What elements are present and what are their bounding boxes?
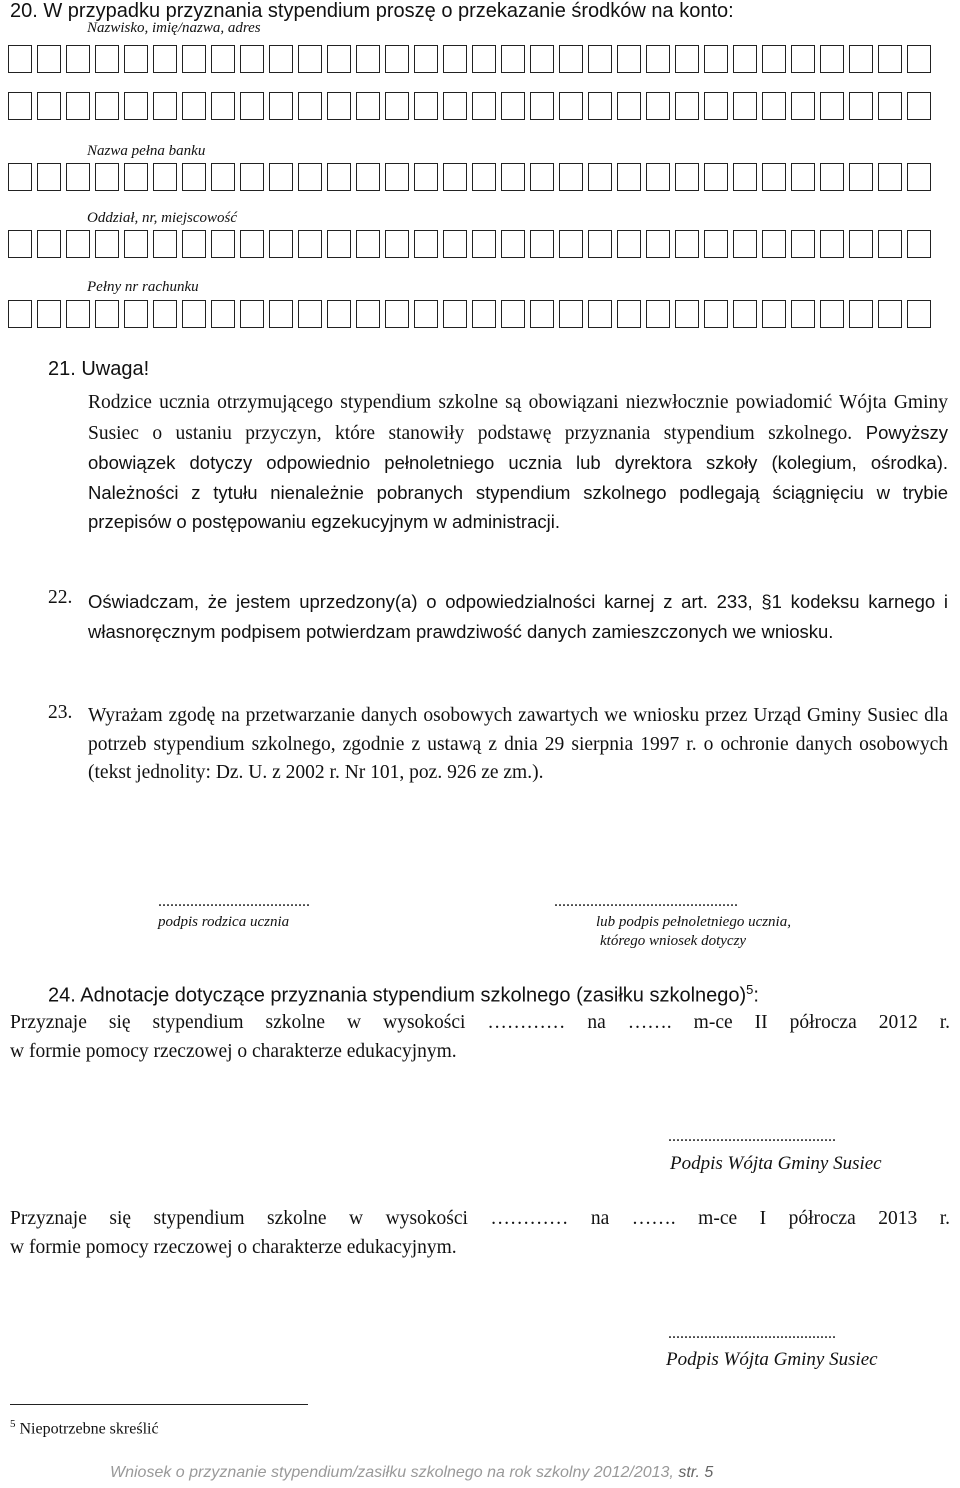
char-box[interactable] bbox=[588, 92, 612, 120]
char-box[interactable] bbox=[356, 163, 380, 191]
char-box[interactable] bbox=[66, 45, 90, 73]
section-21-part-2: Powyższy obowiązek dotyczy odpowiednio pełnoletniego ucznia lub dyrektora szkoły (kolegium, ośrodka). bbox=[88, 421, 948, 473]
footnote-reference: 5 bbox=[746, 982, 754, 997]
char-box[interactable] bbox=[878, 45, 902, 73]
char-box[interactable] bbox=[124, 163, 148, 191]
char-box[interactable] bbox=[530, 163, 554, 191]
char-box[interactable] bbox=[559, 163, 583, 191]
char-box[interactable] bbox=[820, 45, 844, 73]
char-box[interactable] bbox=[240, 230, 264, 258]
char-box[interactable] bbox=[820, 230, 844, 258]
char-box[interactable] bbox=[588, 230, 612, 258]
char-box[interactable] bbox=[733, 92, 757, 120]
char-box[interactable] bbox=[269, 45, 293, 73]
char-box[interactable] bbox=[8, 45, 32, 73]
char-box[interactable] bbox=[414, 230, 438, 258]
section-22-text: Oświadczam, że jestem uprzedzony(a) o odpowiedzialności karnej z art. 233, §1 kodeksu karnego i własnoręcznym podpisem potwierdzam prawdziwość danych zamieszczonych we wniosku. bbox=[88, 591, 948, 642]
grant-line-1: Przyznaje się stypendium szkolne w wysokości ………… na ……. m-ce II półrocza 2012 r. bbox=[10, 1012, 950, 1033]
char-box[interactable] bbox=[646, 45, 670, 73]
mayor-signature-label-2: Podpis Wójta Gminy Susiec bbox=[666, 1349, 878, 1370]
char-box[interactable] bbox=[8, 92, 32, 120]
section-22-number: 22. bbox=[48, 587, 73, 608]
name-boxes-row-2[interactable] bbox=[8, 92, 936, 122]
char-box[interactable] bbox=[646, 230, 670, 258]
char-box[interactable] bbox=[791, 92, 815, 120]
char-box[interactable] bbox=[907, 45, 931, 73]
char-box[interactable] bbox=[124, 230, 148, 258]
char-box[interactable] bbox=[385, 163, 409, 191]
char-box[interactable] bbox=[356, 45, 380, 73]
page-footer bbox=[110, 1464, 713, 1482]
char-box[interactable] bbox=[327, 300, 351, 328]
char-box[interactable] bbox=[617, 163, 641, 191]
char-box[interactable] bbox=[211, 300, 235, 328]
char-box[interactable] bbox=[559, 300, 583, 328]
char-box[interactable] bbox=[675, 300, 699, 328]
char-box[interactable] bbox=[182, 300, 206, 328]
char-box[interactable] bbox=[240, 92, 264, 120]
char-box[interactable] bbox=[733, 163, 757, 191]
char-box[interactable] bbox=[501, 92, 525, 120]
char-box[interactable] bbox=[298, 92, 322, 120]
footnote-text: Niepotrzebne skreślić bbox=[15, 1420, 159, 1438]
char-box[interactable] bbox=[646, 92, 670, 120]
char-box[interactable] bbox=[820, 92, 844, 120]
char-box[interactable] bbox=[675, 92, 699, 120]
char-box[interactable] bbox=[559, 230, 583, 258]
name-boxes-row-1[interactable] bbox=[8, 45, 936, 75]
char-box[interactable] bbox=[733, 300, 757, 328]
char-box[interactable] bbox=[762, 45, 786, 73]
account-boxes-row[interactable] bbox=[8, 300, 936, 330]
mayor-signature-dots-1: .......................................... bbox=[668, 1128, 836, 1145]
char-box[interactable] bbox=[588, 163, 612, 191]
char-box[interactable] bbox=[501, 163, 525, 191]
char-box[interactable] bbox=[617, 45, 641, 73]
char-box[interactable] bbox=[472, 45, 496, 73]
char-box[interactable] bbox=[472, 300, 496, 328]
footer-text: Wniosek o przyznanie stypendium/zasiłku szkolnego na rok szkolny 2012/2013, bbox=[110, 1464, 679, 1481]
char-box[interactable] bbox=[327, 230, 351, 258]
char-box[interactable] bbox=[298, 300, 322, 328]
char-box[interactable] bbox=[849, 45, 873, 73]
signature-dots-right: .............................................. bbox=[554, 893, 738, 910]
char-box[interactable] bbox=[443, 92, 467, 120]
char-box[interactable] bbox=[414, 92, 438, 120]
char-box[interactable] bbox=[820, 163, 844, 191]
char-box[interactable] bbox=[327, 163, 351, 191]
char-box[interactable] bbox=[501, 300, 525, 328]
char-box[interactable] bbox=[878, 92, 902, 120]
section-24-heading-text: 24. Adnotacje dotyczące przyznania stypendium szkolnego (zasiłku szkolnego) bbox=[48, 984, 747, 1007]
section-23-text: Wyrażam zgodę na przetwarzanie danych osobowych zawartych we wniosku przez Urząd Gminy Susiec dla potrzeb stypendium szkolnego, zgodnie z ustawą z dnia 29 sierpnia 1997 r. o ochronie danych osobowych (tekst jednolity: Dz. U. z 2002 r. Nr 101, poz. 926 ze zm.). bbox=[88, 705, 948, 783]
char-box[interactable] bbox=[66, 163, 90, 191]
char-box[interactable] bbox=[530, 230, 554, 258]
char-box[interactable] bbox=[240, 163, 264, 191]
char-box[interactable] bbox=[559, 45, 583, 73]
section-20-heading: 20. W przypadku przyznania stypendium proszę o przekazanie środków na konto: bbox=[10, 0, 734, 22]
char-box[interactable] bbox=[704, 92, 728, 120]
char-box[interactable] bbox=[530, 45, 554, 73]
char-box[interactable] bbox=[762, 92, 786, 120]
char-box[interactable] bbox=[8, 163, 32, 191]
char-box[interactable] bbox=[153, 163, 177, 191]
char-box[interactable] bbox=[211, 45, 235, 73]
char-box[interactable] bbox=[269, 300, 293, 328]
char-box[interactable] bbox=[849, 230, 873, 258]
char-box[interactable] bbox=[675, 163, 699, 191]
char-box[interactable] bbox=[849, 92, 873, 120]
char-box[interactable] bbox=[66, 230, 90, 258]
char-box[interactable] bbox=[791, 230, 815, 258]
char-box[interactable] bbox=[298, 230, 322, 258]
char-box[interactable] bbox=[675, 45, 699, 73]
section-21-part-3: Należności z tytułu nienależnie pobranych stypendium szkolnego podlegają ściągnięciu w trybie przepisów o postępowaniu egzekucyjnym w administracji. bbox=[88, 481, 948, 532]
char-box[interactable] bbox=[8, 230, 32, 258]
char-box[interactable] bbox=[414, 163, 438, 191]
section-21-heading: 21. Uwaga! bbox=[48, 358, 150, 380]
char-box[interactable] bbox=[472, 163, 496, 191]
char-box[interactable] bbox=[95, 92, 119, 120]
char-box[interactable] bbox=[820, 300, 844, 328]
char-box[interactable] bbox=[240, 45, 264, 73]
char-box[interactable] bbox=[907, 163, 931, 191]
char-box[interactable] bbox=[414, 300, 438, 328]
char-box[interactable] bbox=[588, 45, 612, 73]
section-21-text bbox=[88, 387, 948, 537]
footnote-divider bbox=[10, 1404, 308, 1405]
field-label-branch: Oddział, nr, miejscowość bbox=[87, 210, 237, 226]
char-box[interactable] bbox=[733, 45, 757, 73]
section-23-number: 23. bbox=[48, 702, 73, 723]
grant-line-4: w formie pomocy rzeczowej o charakterze edukacyjnym. bbox=[10, 1237, 457, 1258]
char-box[interactable] bbox=[356, 230, 380, 258]
char-box[interactable] bbox=[153, 300, 177, 328]
char-box[interactable] bbox=[95, 163, 119, 191]
char-box[interactable] bbox=[240, 300, 264, 328]
char-box[interactable] bbox=[530, 300, 554, 328]
char-box[interactable] bbox=[211, 163, 235, 191]
signature-dots-left: ...................................... bbox=[158, 893, 310, 910]
char-box[interactable] bbox=[269, 163, 293, 191]
section-24-heading-colon: : bbox=[753, 984, 759, 1007]
char-box[interactable] bbox=[443, 163, 467, 191]
char-box[interactable] bbox=[153, 92, 177, 120]
char-box[interactable] bbox=[124, 300, 148, 328]
mayor-signature-dots-2: .......................................... bbox=[668, 1325, 836, 1342]
char-box[interactable] bbox=[443, 45, 467, 73]
char-box[interactable] bbox=[472, 92, 496, 120]
char-box[interactable] bbox=[878, 163, 902, 191]
char-box[interactable] bbox=[182, 45, 206, 73]
char-box[interactable] bbox=[559, 92, 583, 120]
char-box[interactable] bbox=[762, 300, 786, 328]
field-label-account: Pełny nr rachunku bbox=[87, 279, 199, 295]
char-box[interactable] bbox=[37, 230, 61, 258]
char-box[interactable] bbox=[95, 45, 119, 73]
char-box[interactable] bbox=[37, 300, 61, 328]
grant-line-3: Przyznaje się stypendium szkolne w wysokości ………… na ……. m-ce I półrocza 2013 r. bbox=[10, 1208, 950, 1229]
char-box[interactable] bbox=[327, 45, 351, 73]
char-box[interactable] bbox=[385, 45, 409, 73]
char-box[interactable] bbox=[762, 163, 786, 191]
footnote bbox=[10, 1418, 159, 1438]
char-box[interactable] bbox=[385, 230, 409, 258]
char-box[interactable] bbox=[327, 92, 351, 120]
section-21-part-1: Rodzice ucznia otrzymującego stypendium szkolne są obowiązani niezwłocznie powiadomić Wójta Gminy Susiec o ustaniu przyczyn, które stanowiły podstawę przyznania stypendium szkolnego. bbox=[88, 392, 948, 444]
char-box[interactable] bbox=[37, 92, 61, 120]
char-box[interactable] bbox=[153, 45, 177, 73]
char-box[interactable] bbox=[269, 230, 293, 258]
char-box[interactable] bbox=[588, 300, 612, 328]
char-box[interactable] bbox=[182, 230, 206, 258]
char-box[interactable] bbox=[472, 230, 496, 258]
char-box[interactable] bbox=[66, 92, 90, 120]
branch-boxes-row[interactable] bbox=[8, 230, 936, 260]
char-box[interactable] bbox=[617, 300, 641, 328]
mayor-signature-label-1: Podpis Wójta Gminy Susiec bbox=[670, 1153, 882, 1174]
signature-label-student-2: którego wniosek dotyczy bbox=[600, 933, 747, 949]
char-box[interactable] bbox=[849, 163, 873, 191]
char-box[interactable] bbox=[443, 300, 467, 328]
char-box[interactable] bbox=[153, 230, 177, 258]
char-box[interactable] bbox=[182, 163, 206, 191]
char-box[interactable] bbox=[791, 300, 815, 328]
char-box[interactable] bbox=[704, 163, 728, 191]
char-box[interactable] bbox=[95, 230, 119, 258]
char-box[interactable] bbox=[8, 300, 32, 328]
section-24-heading bbox=[48, 982, 759, 1008]
signature-label-parent: podpis rodzica ucznia bbox=[158, 914, 290, 930]
char-box[interactable] bbox=[501, 45, 525, 73]
char-box[interactable] bbox=[298, 163, 322, 191]
char-box[interactable] bbox=[530, 92, 554, 120]
char-box[interactable] bbox=[733, 230, 757, 258]
char-box[interactable] bbox=[356, 300, 380, 328]
char-box[interactable] bbox=[501, 230, 525, 258]
char-box[interactable] bbox=[704, 300, 728, 328]
field-label-bank: Nazwa pełna banku bbox=[87, 143, 206, 159]
char-box[interactable] bbox=[66, 300, 90, 328]
footnote-mark: 5 bbox=[10, 1418, 16, 1430]
char-box[interactable] bbox=[182, 92, 206, 120]
char-box[interactable] bbox=[124, 92, 148, 120]
char-box[interactable] bbox=[95, 300, 119, 328]
char-box[interactable] bbox=[269, 92, 293, 120]
char-box[interactable] bbox=[791, 163, 815, 191]
char-box[interactable] bbox=[907, 300, 931, 328]
char-box[interactable] bbox=[617, 92, 641, 120]
bank-boxes-row[interactable] bbox=[8, 163, 936, 193]
char-box[interactable] bbox=[878, 230, 902, 258]
char-box[interactable] bbox=[617, 230, 641, 258]
signature-label-student-1: lub podpis pełnoletniego ucznia, bbox=[596, 914, 791, 930]
char-box[interactable] bbox=[124, 45, 148, 73]
char-box[interactable] bbox=[385, 300, 409, 328]
char-box[interactable] bbox=[385, 92, 409, 120]
char-box[interactable] bbox=[704, 45, 728, 73]
char-box[interactable] bbox=[878, 300, 902, 328]
grant-line-2: w formie pomocy rzeczowej o charakterze edukacyjnym. bbox=[10, 1041, 457, 1062]
char-box[interactable] bbox=[356, 92, 380, 120]
char-box[interactable] bbox=[907, 230, 931, 258]
char-box[interactable] bbox=[646, 163, 670, 191]
char-box[interactable] bbox=[37, 163, 61, 191]
char-box[interactable] bbox=[211, 92, 235, 120]
char-box[interactable] bbox=[704, 230, 728, 258]
field-label-name: Nazwisko, imię/nazwa, adres bbox=[87, 20, 261, 36]
char-box[interactable] bbox=[298, 45, 322, 73]
char-box[interactable] bbox=[849, 300, 873, 328]
char-box[interactable] bbox=[414, 45, 438, 73]
footer-page-number: str. 5 bbox=[678, 1464, 714, 1481]
char-box[interactable] bbox=[443, 230, 467, 258]
char-box[interactable] bbox=[675, 230, 699, 258]
char-box[interactable] bbox=[907, 92, 931, 120]
char-box[interactable] bbox=[791, 45, 815, 73]
char-box[interactable] bbox=[211, 230, 235, 258]
char-box[interactable] bbox=[646, 300, 670, 328]
char-box[interactable] bbox=[762, 230, 786, 258]
char-box[interactable] bbox=[37, 45, 61, 73]
